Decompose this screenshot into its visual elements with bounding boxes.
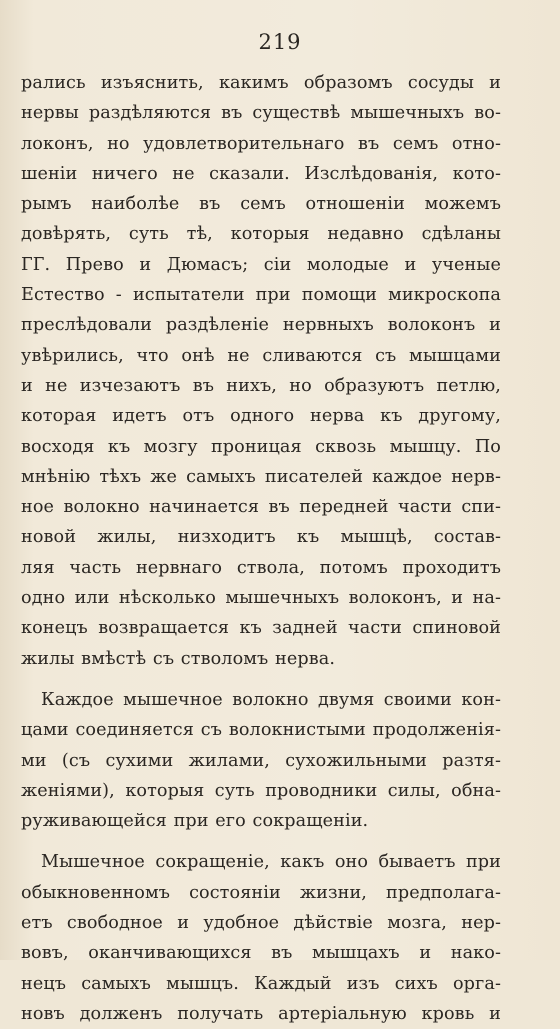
text-line: новой жилы, низходитъ къ мышцѣ, состав-	[21, 527, 501, 548]
text-line: рались изъяснить, какимъ образомъ сосуды и	[21, 73, 501, 93]
body-text	[21, 68, 501, 1029]
paragraph-3	[21, 847, 501, 1029]
text-line: довѣрять, суть тѣ, которыя недавно сдѣланы	[21, 224, 501, 245]
text-line: ное волокно начинается въ передней части спи-	[21, 497, 501, 518]
text-line: жилы вмѣстѣ съ стволомъ нерва.	[21, 648, 336, 669]
text-line: новъ долженъ получать артеріальную кровь и	[21, 1003, 501, 1024]
text-line: увѣрились, что онѣ не сливаются съ мышцами	[21, 345, 501, 366]
text-line: одно или нѣсколько мышечныхъ волоконъ, и на-	[21, 588, 501, 609]
text-line: которая идетъ отъ одного нерва къ другому,	[21, 406, 501, 427]
text-line: обыкновенномъ состояніи жизни, предполага-	[21, 882, 501, 903]
text-line: нервы раздѣляются въ существѣ мышечныхъ во-	[21, 103, 501, 124]
page-number: 219	[258, 30, 302, 54]
text-line: рымъ наиболѣе въ семъ отношеніи можемъ	[21, 194, 501, 215]
text-line: ГГ. Прево и Дюмасъ; сіи молодые и ученые	[21, 254, 501, 275]
text-line: ляя часть нервнаго ствола, потомъ проходитъ	[21, 557, 501, 578]
text-line: Мышечное сокращеніе, какъ оно бываетъ при	[41, 852, 501, 873]
text-line: цами соединяется съ волокнистыми продолженія-	[21, 720, 501, 741]
text-line: мнѣнію тѣхъ же самыхъ писателей каждое нерв-	[21, 466, 501, 487]
text-line: Каждое мышечное волокно двумя своими кон-	[41, 689, 501, 710]
text-line: и не изчезаютъ въ нихъ, но образуютъ петлю,	[21, 375, 501, 396]
text-line: восходя къ мозгу проницая сквозь мышцу. По	[21, 436, 501, 457]
paragraph-1	[21, 68, 501, 674]
text-line: локонъ, но удовлетворительнаго въ семъ отно-	[21, 133, 501, 154]
text-line: руживающейся при его сокращеніи.	[21, 811, 369, 832]
text-line: вовъ, оканчивающихся въ мышцахъ и нако-	[21, 943, 501, 964]
text-line: Естество - испытатели при помощи микроскопа	[21, 285, 501, 306]
text-line: шеніи ничего не сказали. Изслѣдованія, кото-	[21, 163, 501, 184]
text-line: женіями), которыя суть проводники силы, обна-	[21, 780, 501, 801]
paragraph-2	[21, 685, 501, 836]
text-line: ми (съ сухими жилами, сухожильными разтя-	[21, 750, 501, 771]
text-line: конецъ возвращается къ задней части спиновой	[21, 618, 501, 639]
text-line: етъ свободное и удобное дѣйствіе мозга, нер-	[21, 913, 501, 934]
text-line: преслѣдовали раздѣленіе нервныхъ волоконъ и	[21, 315, 501, 336]
text-line: нецъ самыхъ мышцъ. Каждый изъ сихъ орга-	[21, 973, 501, 994]
